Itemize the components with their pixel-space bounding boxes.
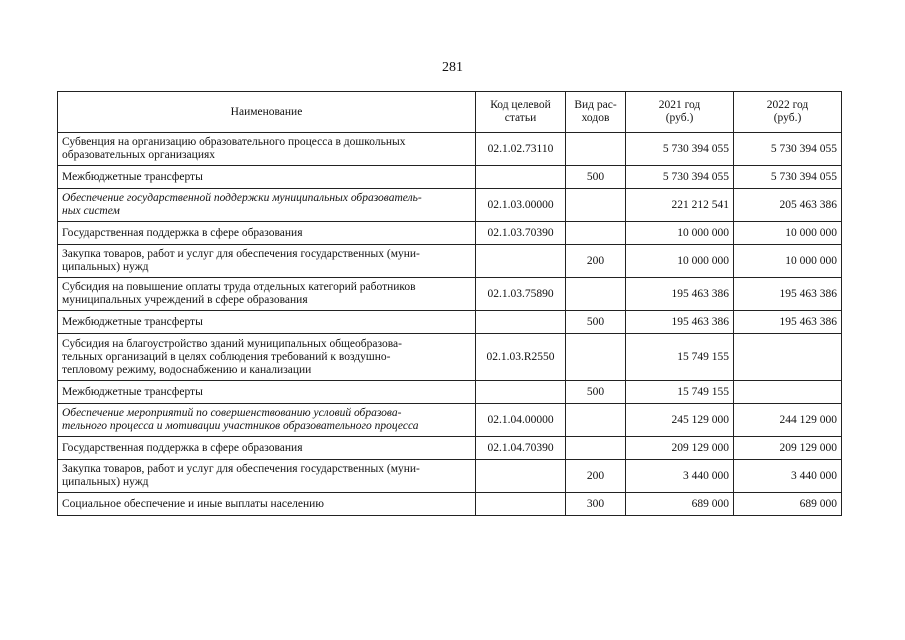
row-name	[58, 460, 476, 493]
row-code: 02.1.04.70390	[476, 437, 566, 460]
row-name-line: ципальных) нужд	[62, 261, 149, 273]
header-type-line: ходов	[581, 112, 610, 124]
header-code-line: статьи	[504, 112, 537, 124]
row-name-line: Государственная поддержка в сфере образования	[62, 441, 303, 454]
header-name: Наименование	[58, 92, 476, 133]
row-name-line: ципальных) нужд	[62, 476, 149, 488]
table-row	[58, 311, 842, 334]
row-amount-2022	[734, 381, 842, 404]
row-code: 02.1.03.00000	[476, 189, 566, 222]
row-code: 02.1.03.R2550	[476, 334, 566, 381]
row-name-line: Государственная поддержка в сфере образования	[62, 226, 303, 239]
table-row	[58, 166, 842, 189]
row-amount-2021: 3 440 000	[626, 460, 734, 493]
row-amount-2021: 10 000 000	[626, 245, 734, 278]
table-row	[58, 381, 842, 404]
row-amount-2022: 244 129 000	[734, 404, 842, 437]
header-2021	[626, 92, 734, 133]
row-name-line: Закупка товаров, работ и услуг для обеспечения государственных (муни-	[62, 463, 420, 475]
table-row	[58, 437, 842, 460]
row-name-line: образовательных организациях	[62, 149, 216, 161]
row-amount-2022	[734, 334, 842, 381]
row-name-line: Субсидия на благоустройство зданий муниципальных общеобразова-	[62, 337, 402, 350]
row-code: 02.1.02.73110	[476, 133, 566, 166]
row-expense-type: 500	[566, 381, 626, 404]
row-name-line: Обеспечение государственной поддержки муниципальных образователь-	[62, 192, 422, 204]
header-2022	[734, 92, 842, 133]
row-name-line: Социальное обеспечение и иные выплаты населению	[62, 497, 324, 510]
row-name	[58, 189, 476, 222]
row-amount-2021: 689 000	[626, 493, 734, 516]
row-expense-type: 200	[566, 460, 626, 493]
row-name	[58, 381, 476, 404]
row-name	[58, 437, 476, 460]
row-name	[58, 222, 476, 245]
row-amount-2021: 15 749 155	[626, 334, 734, 381]
row-amount-2021: 5 730 394 055	[626, 166, 734, 189]
row-amount-2021: 209 129 000	[626, 437, 734, 460]
header-2022-line: (руб.)	[773, 112, 802, 124]
row-code	[476, 460, 566, 493]
row-name-line: Межбюджетные трансферты	[62, 385, 203, 398]
row-name-line: Закупка товаров, работ и услуг для обеспечения государственных (муни-	[62, 248, 420, 260]
row-expense-type	[566, 189, 626, 222]
row-name-line: Субвенция на организацию образовательного процесса в дошкольных	[62, 136, 406, 148]
row-expense-type	[566, 222, 626, 245]
row-name-line: Межбюджетные трансферты	[62, 315, 203, 328]
table-row	[58, 278, 842, 311]
row-expense-type	[566, 278, 626, 311]
row-code	[476, 381, 566, 404]
row-amount-2021: 15 749 155	[626, 381, 734, 404]
row-amount-2021: 5 730 394 055	[626, 133, 734, 166]
row-code: 02.1.03.75890	[476, 278, 566, 311]
row-name	[58, 278, 476, 311]
row-name	[58, 404, 476, 437]
header-code-line: Код целевой	[490, 99, 551, 111]
page-number: 281	[442, 60, 463, 75]
row-name	[58, 493, 476, 516]
row-expense-type: 500	[566, 166, 626, 189]
row-code	[476, 245, 566, 278]
header-type-line: Вид рас-	[574, 99, 617, 111]
table-row	[58, 334, 842, 381]
table-row	[58, 222, 842, 245]
row-code	[476, 311, 566, 334]
row-amount-2021: 195 463 386	[626, 311, 734, 334]
row-amount-2022: 209 129 000	[734, 437, 842, 460]
row-code: 02.1.04.00000	[476, 404, 566, 437]
table-header	[58, 92, 842, 133]
row-expense-type	[566, 437, 626, 460]
row-amount-2022: 689 000	[734, 493, 842, 516]
row-expense-type: 500	[566, 311, 626, 334]
row-name	[58, 166, 476, 189]
table-row	[58, 245, 842, 278]
row-name-line: Субсидия на повышение оплаты труда отдельных категорий работников	[62, 281, 416, 293]
row-name	[58, 133, 476, 166]
header-code	[476, 92, 566, 133]
row-name-line: тельных организаций в целях соблюдения требований к воздушно-	[62, 350, 391, 363]
row-code	[476, 493, 566, 516]
row-expense-type	[566, 404, 626, 437]
row-name	[58, 334, 476, 381]
row-amount-2022: 10 000 000	[734, 222, 842, 245]
header-type	[566, 92, 626, 133]
row-name	[58, 311, 476, 334]
row-name-line: тепловому режиму, водоснабжению и канализации	[62, 363, 312, 376]
row-amount-2021: 245 129 000	[626, 404, 734, 437]
row-amount-2022: 10 000 000	[734, 245, 842, 278]
table-row	[58, 189, 842, 222]
table-row	[58, 460, 842, 493]
table-row	[58, 133, 842, 166]
table-body	[58, 133, 842, 516]
budget-table	[57, 91, 842, 516]
row-name-line: ных систем	[62, 205, 120, 217]
header-2022-line: 2022 год	[766, 99, 809, 111]
table-row	[58, 493, 842, 516]
row-amount-2022: 195 463 386	[734, 278, 842, 311]
row-expense-type	[566, 133, 626, 166]
row-name-line: Обеспечение мероприятий по совершенствованию условий образова-	[62, 407, 402, 419]
header-2021-line: (руб.)	[665, 112, 694, 124]
header-2021-line: 2021 год	[658, 99, 701, 111]
row-amount-2022: 5 730 394 055	[734, 133, 842, 166]
row-name-line: муниципальных учреждений в сфере образования	[62, 294, 308, 306]
row-amount-2022: 5 730 394 055	[734, 166, 842, 189]
row-code: 02.1.03.70390	[476, 222, 566, 245]
row-name	[58, 245, 476, 278]
row-amount-2022: 195 463 386	[734, 311, 842, 334]
row-name-line: Межбюджетные трансферты	[62, 170, 203, 183]
header-row	[58, 92, 842, 133]
row-code	[476, 166, 566, 189]
row-amount-2021: 221 212 541	[626, 189, 734, 222]
row-amount-2022: 3 440 000	[734, 460, 842, 493]
row-name-line: тельного процесса и мотивации участников образовательного процесса	[62, 420, 419, 432]
row-expense-type	[566, 334, 626, 381]
table-row	[58, 404, 842, 437]
row-amount-2021: 195 463 386	[626, 278, 734, 311]
row-amount-2022: 205 463 386	[734, 189, 842, 222]
row-expense-type: 300	[566, 493, 626, 516]
row-amount-2021: 10 000 000	[626, 222, 734, 245]
row-expense-type: 200	[566, 245, 626, 278]
